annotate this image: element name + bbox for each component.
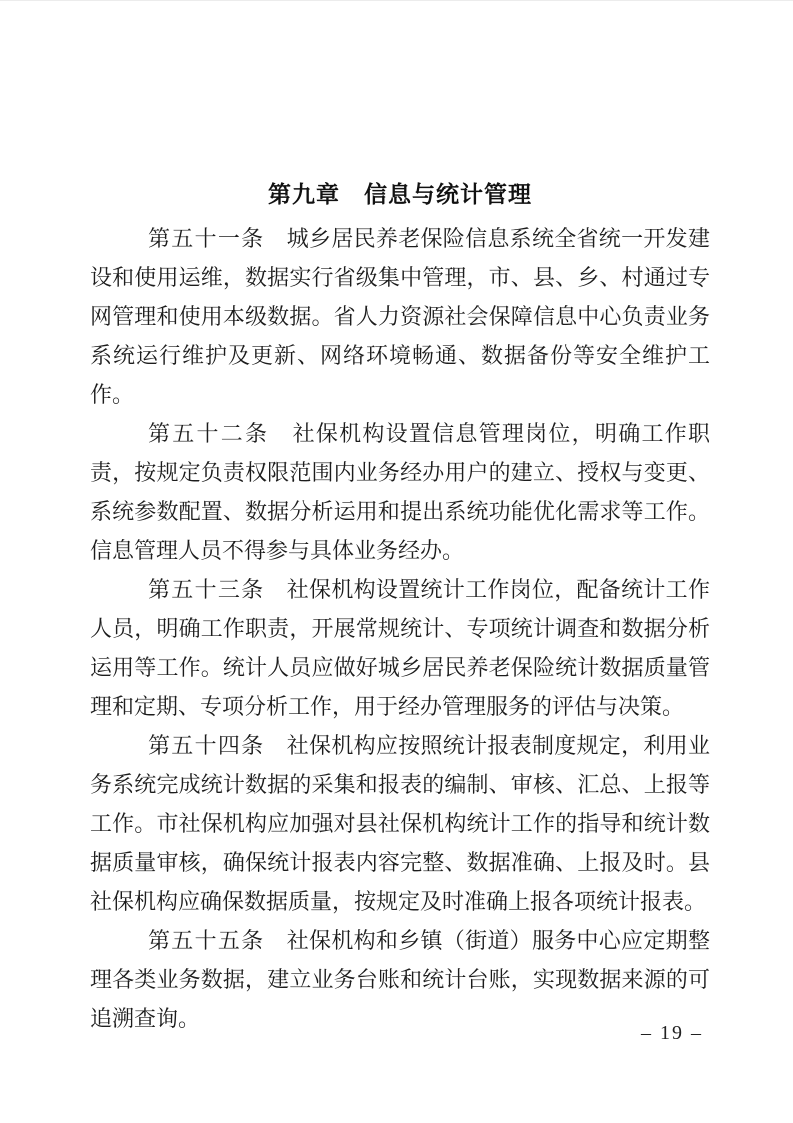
article-paragraph [90,414,710,570]
articles-body [90,219,710,1038]
article-number: 第五十四条 [148,733,265,758]
article-paragraph [90,570,710,726]
article-text: 城乡居民养老保险信息系统全省统一开发建设和使用运维，数据实行省级集中管理，市、县、乡、村通过专网管理和使用本级数据。省人力资源社会保障信息中心负责业务系统运行维护及更新、网络环境畅通、数据备份等安全维护工作。 [90,226,710,407]
article-number: 第五十二条 [148,421,270,446]
chapter-heading: 第九章 信息与统计管理 [268,181,532,207]
article-number: 第五十一条 [148,226,265,251]
article-text: 社保机构应按照统计报表制度规定，利用业务系统完成统计数据的采集和报表的编制、审核、汇总、上报等工作。市社保机构应加强对县社保机构统计工作的指导和统计数据质量审核，确保统计报表内容完整、数据准确、上报及时。县社保机构应确保数据质量，按规定及时准确上报各项统计报表。 [90,733,710,914]
article-paragraph [90,921,710,1038]
article-number: 第五十三条 [148,577,265,602]
article-paragraph [90,219,710,414]
article-text: 社保机构设置信息管理岗位，明确工作职责，按规定负责权限范围内业务经办用户的建立、授权与变更、系统参数配置、数据分析运用和提出系统功能优化需求等工作。信息管理人员不得参与具体业务经办。 [90,421,710,563]
article-text: 社保机构和乡镇（街道）服务中心应定期整理各类业务数据，建立业务台账和统计台账，实现数据来源的可追溯查询。 [90,928,710,1031]
article-text: 社保机构设置统计工作岗位，配备统计工作人员，明确工作职责，开展常规统计、专项统计调查和数据分析运用等工作。统计人员应做好城乡居民养老保险统计数据质量管理和定期、专项分析工作，用于经办管理服务的评估与决策。 [90,577,710,719]
article-paragraph [90,726,710,921]
article-number: 第五十五条 [148,928,265,953]
page-content [90,1,710,1038]
page-number: – 19 – [641,1022,703,1044]
